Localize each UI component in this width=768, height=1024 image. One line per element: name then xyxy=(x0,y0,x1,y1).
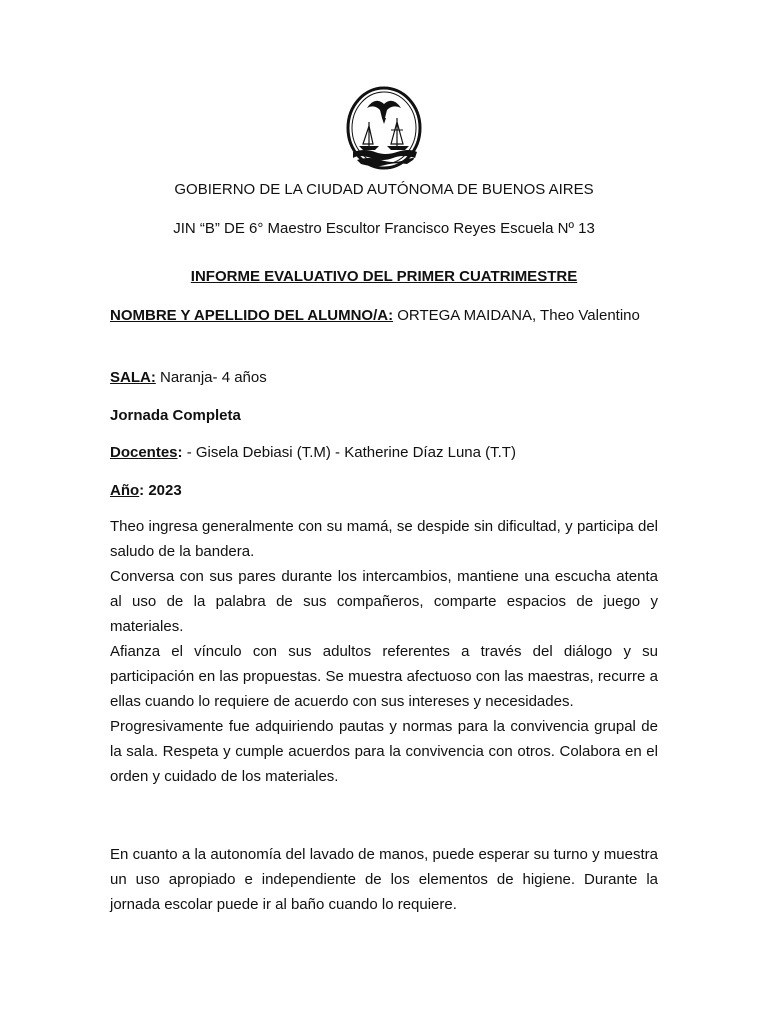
anio-label: Año xyxy=(110,482,140,499)
student-name-value: ORTEGA MAIDANA, Theo Valentino xyxy=(393,307,640,324)
paragraph-norms: Progresivamente fue adquiriendo pautas y normas para la convivencia grupal de la sala. Respeta y cumple acuerdos para la convivencia con otros. Colabora en el orden y cuidado de los materiales. xyxy=(110,718,658,785)
anio-field xyxy=(110,478,658,503)
docentes-field xyxy=(110,440,658,465)
student-name-label: NOMBRE Y APELLIDO DEL ALUMNO/A: xyxy=(110,307,394,324)
docentes-label: Docentes xyxy=(110,444,178,461)
student-name-field xyxy=(110,303,658,328)
paragraph-peers: Conversa con sus pares durante los intercambios, mantiene una escucha atenta al uso de la palabra de sus compañeros, comparte espacios de juego y materiales. xyxy=(110,568,658,635)
jornada-field: Jornada Completa xyxy=(110,407,241,424)
report-title: INFORME EVALUATIVO DEL PRIMER CUATRIMESTRE xyxy=(190,268,578,285)
paragraph-hygiene: En cuanto a la autonomía del lavado de manos, puede esperar su turno y muestra un uso apropiado e independiente de los elementos de higiene. Durante la jornada escolar puede ir al baño cuando lo requiere. xyxy=(110,846,658,913)
buenos-aires-coat-of-arms-icon xyxy=(345,86,423,170)
hygiene-text xyxy=(110,842,658,917)
school-heading: JIN “B” DE 6° Maestro Escultor Francisco Reyes Escuela Nº 13 xyxy=(173,220,595,237)
government-heading: GOBIERNO DE LA CIUDAD AUTÓNOMA DE BUENOS AIRES xyxy=(174,181,594,198)
sala-value: Naranja- 4 años xyxy=(155,369,267,386)
docentes-colon: : xyxy=(177,444,183,461)
evaluation-text xyxy=(110,514,658,789)
docentes-value: - Gisela Debiasi (T.M) - Katherine Díaz Luna (T.T) xyxy=(182,444,516,461)
anio-value: : 2023 xyxy=(139,482,182,499)
paragraph-bond: Afianza el vínculo con sus adultos referentes a través del diálogo y su participación en las propuestas. Se muestra afectuoso con las maestras, recurre a ellas cuando lo requiere de acuerdo con sus intereses y necesidades. xyxy=(110,643,658,710)
paragraph-arrival: Theo ingresa generalmente con su mamá, se despide sin dificultad, y participa del saludo de la bandera. xyxy=(110,518,658,560)
sala-label: SALA: xyxy=(110,369,156,386)
sala-field xyxy=(110,365,658,390)
